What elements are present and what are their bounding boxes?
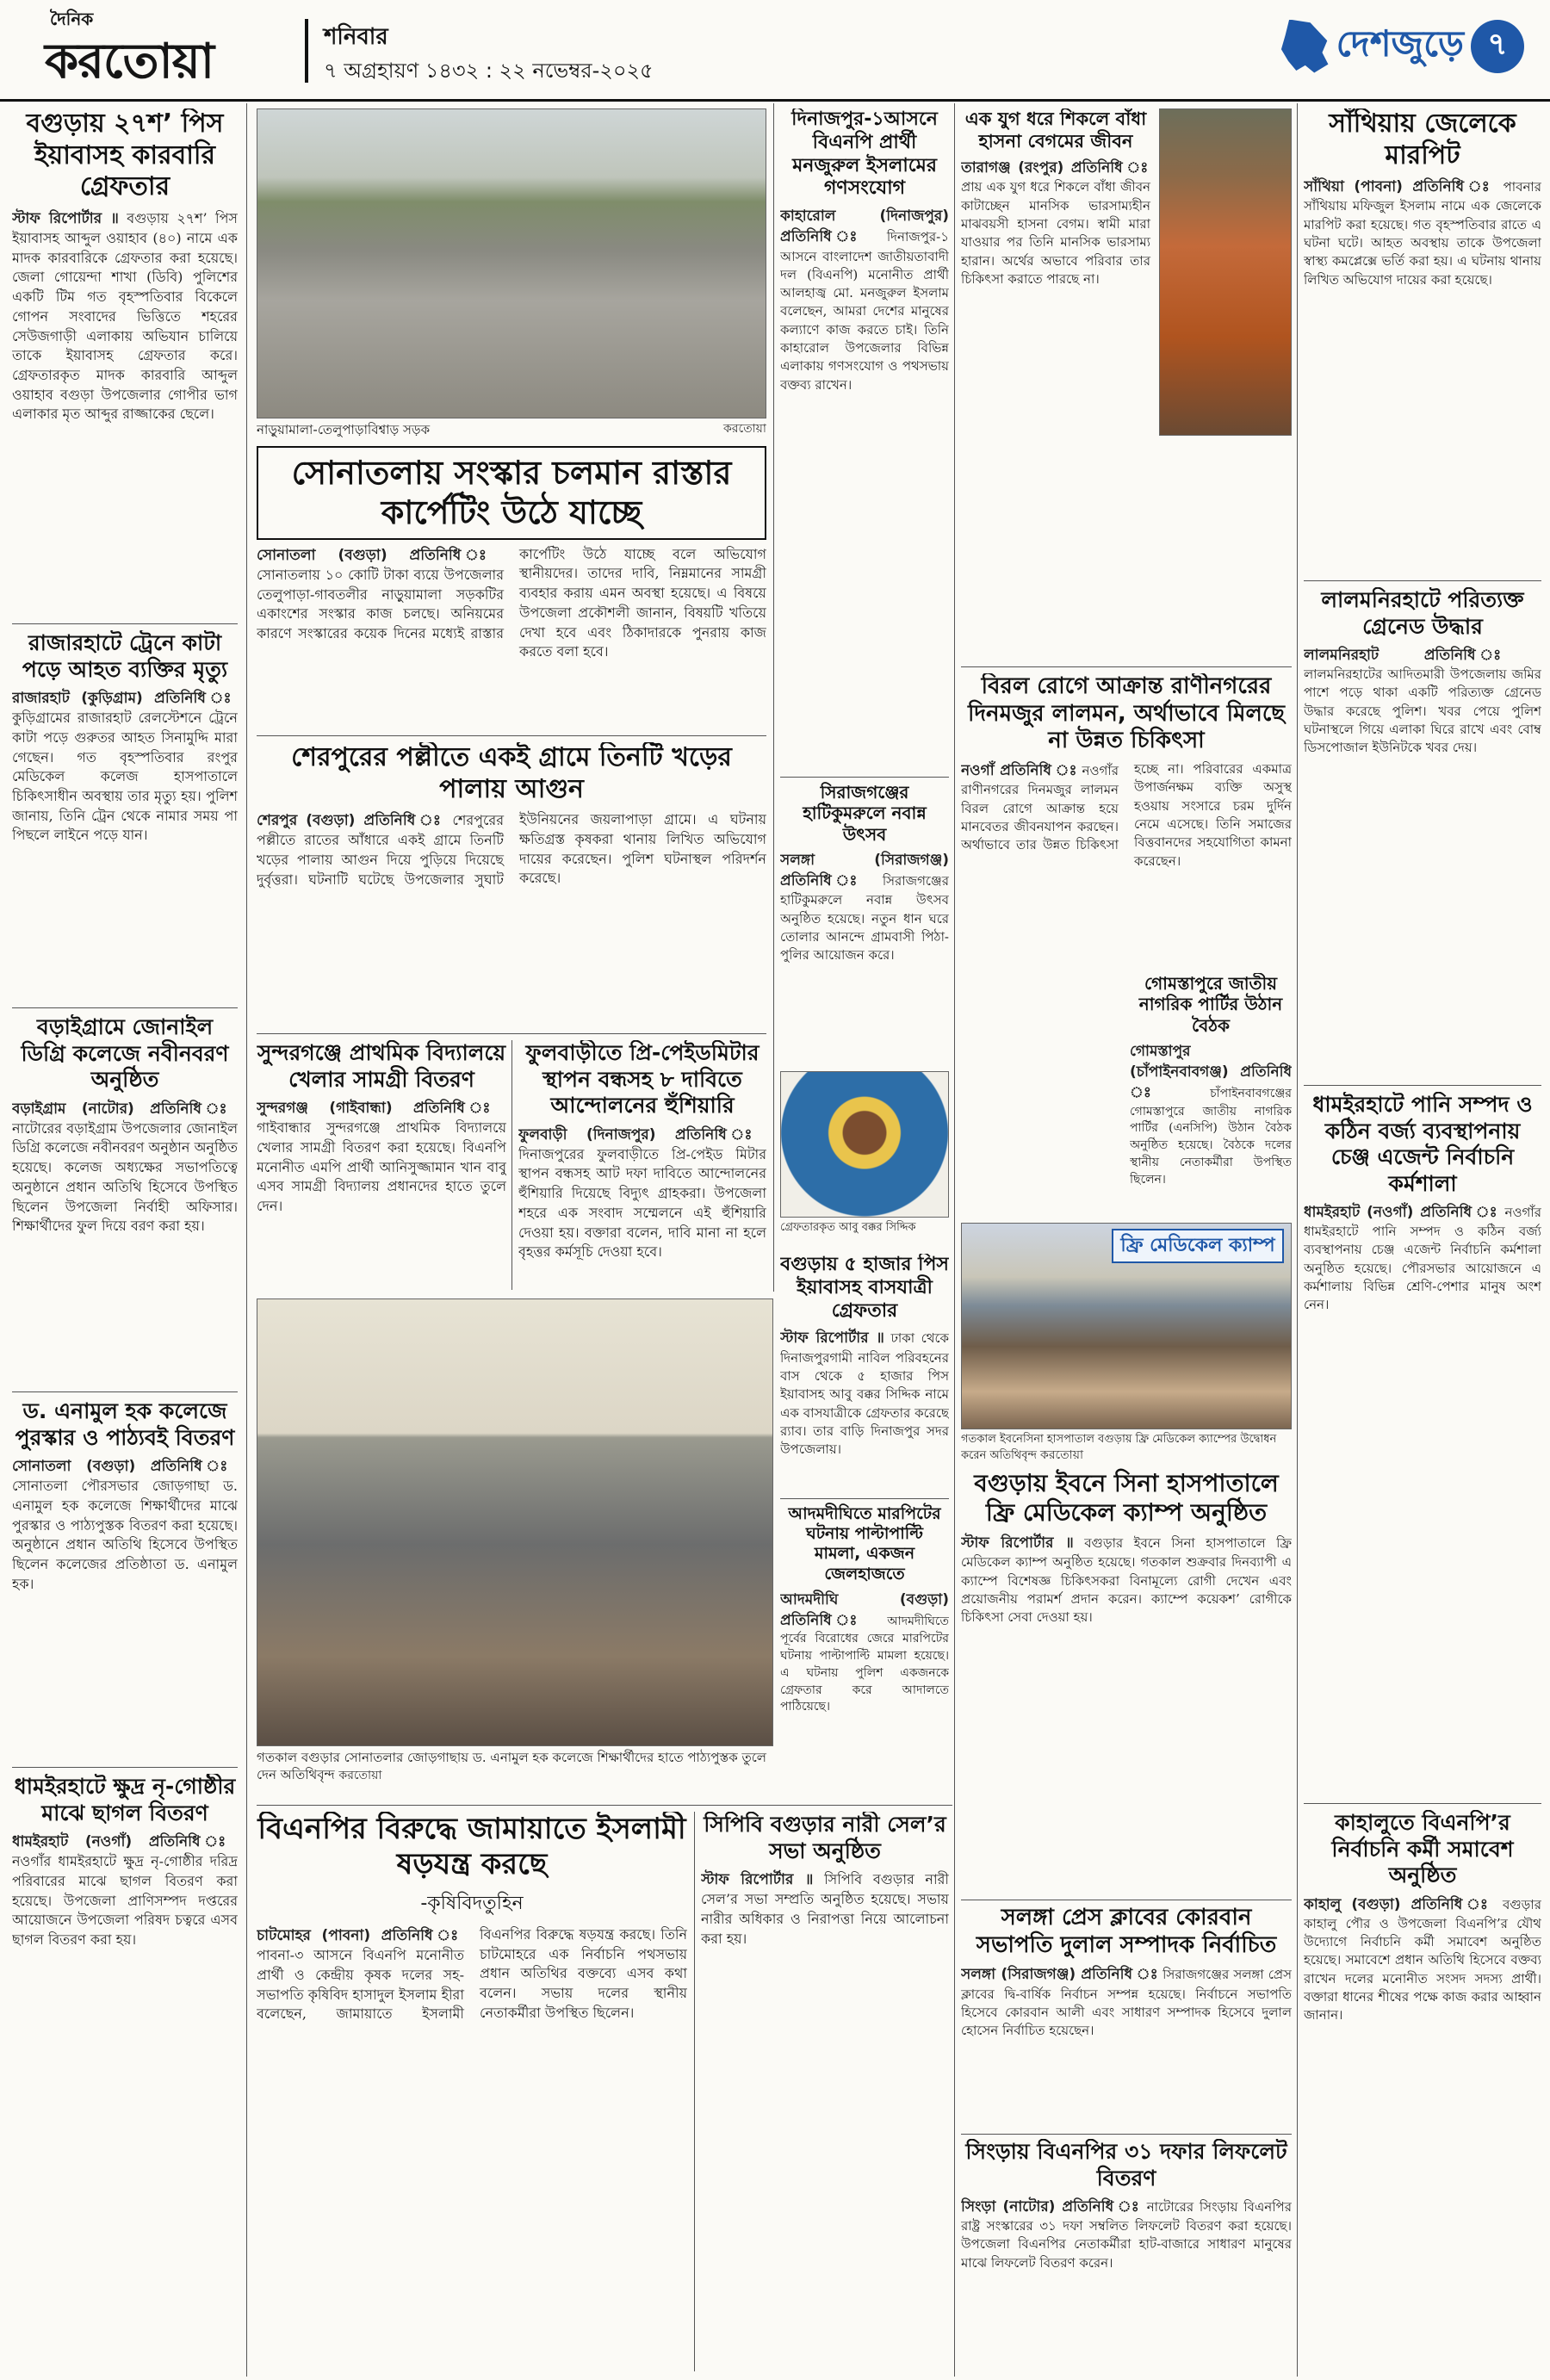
headline: এক যুগ ধরে শিকলে বাঁধা হাসনা বেগমের জীবন: [964, 108, 1147, 152]
byline: সোনাতলা (বগুড়া) প্রতিনিধি ঃ: [12, 1458, 238, 1475]
story-rule: [12, 1391, 238, 1392]
story-body: [780, 1590, 949, 1717]
road-photo: [257, 108, 766, 418]
story-text: গাইবান্ধার সুন্দরগঞ্জে প্রাথমিক বিদ্যালয়ে খেলার সামগ্রী বিতরণ করা হয়েছে। বিএনপি মনোনীত এমপি প্রার্থী আনিসুজ্জামান খান বাবু এসব সামগ্রী বিদ্যালয় প্রধানদের হাতে তুলে দেন।: [257, 1119, 506, 1214]
story-chained-woman: [961, 108, 1292, 660]
column-rule: [954, 103, 955, 2377]
kicker: -কৃষিবিদতুহিন: [420, 1892, 524, 1914]
story-dhamoirhat-goat: [12, 1774, 238, 2368]
story-rule: [257, 1033, 766, 1034]
story-body: [961, 2197, 1292, 2272]
headline: বগুড়ায় ৫ হাজার পিস ইয়াবাসহ বাসযাত্রী গ্রেফতার: [780, 1254, 949, 1322]
chained-woman-top: [961, 108, 1292, 436]
story-enamul-haque-college: [12, 1398, 238, 1760]
story-body: [518, 1125, 766, 1262]
story-body: [780, 206, 949, 394]
byline: সলঙ্গা (সিরাজগঞ্জ) প্রতিনিধি ঃ: [780, 852, 949, 890]
story-text: শেরপুরের পল্লীতে রাতের আঁধারে একই গ্রামে তিনটি খড়ের পালায় আগুন দিয়ে পুড়িয়ে দিয়েছে দুর্বৃত্তরা। ঘটনাটি ঘটেছে উপজেলার সুঘাট ইউনিয়নের জয়লাপাড়া গ্রামে। এ ঘটনায় ক্ষতিগ্রস্ত কৃষকরা থানায় লিখিত অভিযোগ দায়ের করেছেন। পুলিশ ঘটনাস্থল পরিদর্শন করেছে।: [257, 811, 766, 888]
story-text: ঢাকা থেকে দিনাজপুরগামী নাবিল পরিবহনের বাস থেকে ৫ হাজার পিস ইয়াবাসহ আবু বক্কর সিদ্দিক নামে এক বাসযাত্রীকে গ্রেফতার করেছে র‍্যাব। তার বাড়ি দিনাজপুর সদর উপজেলায়।: [780, 1330, 949, 1458]
story-salanga-press: [961, 1905, 1292, 2129]
column-rule: [694, 1812, 695, 2371]
byline: স্টাফ রিপোর্টার ॥: [780, 1329, 884, 1348]
story-lalmonirhat-grenade: [1304, 587, 1541, 1078]
story-text: বগুড়ায় ২৭শ’ পিস ইয়াবাসহ আব্দুল ওয়াহাব (৪০) নামে এক মাদক কারবারিকে গ্রেফতার করা হয়েছে। জেলা গোয়েন্দা শাখা (ডিবি) পুলিশের একটি টিম গত বৃহস্পতিবার বিকেলে গোপন সংবাদের ভিত্তিতে শহরের সেউজগাড়ী এলাকায় অভিযান চালিয়ে তাকে ইয়াবাসহ গ্রেফতার করে। গ্রেফতারকৃত মাদক কারবারি আব্দুল ওয়াহাব বগুড়া উপজেলার গোপীর ভাগ এলাকার মৃত আব্দুর রাজ্জাকের ছেলে।: [12, 209, 238, 423]
photo-credit: করতোয়া: [723, 422, 766, 436]
story-santhia: [1304, 108, 1541, 573]
story-gomastapur: [1130, 973, 1292, 1214]
story-fulbari-meter: [518, 1040, 766, 1290]
story-body: [961, 760, 1292, 871]
story-rule: [257, 735, 766, 736]
section-tag: [1280, 15, 1524, 77]
story-text: দিনাজপুর-১ আসনে বাংলাদেশ জাতীয়তাবাদী দল (বিএনপি) মনোনীত প্রার্থী আলহাজ্ব মো. মনজুরুল ইসলাম বলেছেন, আমরা দেশের মানুষের কল্যাণে কাজ করতে চাই। তিনি কাহারোল উপজেলার বিভিন্ন এলাকায় গণসংযোগ ও পথসভায় বক্তব্য রাখেন।: [780, 229, 949, 393]
story-text: আদমদীঘিতে পূর্বের বিরোধের জেরে মারপিটের ঘটনায় পাল্টাপাল্টি মামলা হয়েছে। এ ঘটনায় পুলিশ একজনকে গ্রেফতার করে আদালতে পাঠিয়েছে।: [780, 1614, 949, 1714]
story-text: নাটোরের বড়াইগ্রাম উপজেলার জোনাইল ডিগ্রি কলেজে নবীনবরণ অনুষ্ঠান অনুষ্ঠিত হয়েছে। কলেজ অধ্যক্ষের সভাপতিত্বে অনুষ্ঠানে প্রধান অতিথি হিসেবে উপস্থিত ছিলেন উপজেলা নির্বাহী অফিসার। শিক্ষার্থীদের ফুল দিয়ে বরণ করা হয়।: [12, 1119, 238, 1235]
headline: রাজারহাটে ট্রেনে কাটা পড়ে আহত ব্যক্তির মৃত্যু: [22, 630, 228, 682]
byline: সুন্দরগঞ্জ (গাইবান্ধা) প্রতিনিধি ঃ: [257, 1100, 506, 1117]
story-text: নওগাঁর ধামইরহাটে পানি সম্পদ ও কঠিন বর্জ্য ব্যবস্থাপনায় চেঞ্জ এজেন্ট নির্বাচনি কর্মশালা অনুষ্ঠিত হয়েছে। পৌরসভার আয়োজনে এ কর্মশালায় বিভিন্ন শ্রেণি-পেশার মানুষ অংশ নেন।: [1304, 1205, 1541, 1313]
masthead: [0, 0, 1550, 102]
story-sirajganj-festival: [780, 782, 949, 1066]
byline: সিংড়া (নাটোর) প্রতিনিধি ঃ: [961, 2198, 1141, 2216]
headline: সিরাজগঞ্জের হাটিকুমরুলে নবান্ন উৎসব: [803, 782, 927, 845]
masthead-divider: [305, 19, 308, 83]
headline: লালমনিরহাটে পরিত্যক্ত গ্রেনেড উদ্ধার: [1321, 587, 1524, 639]
story-body: [257, 1925, 687, 2024]
headline: সলঙ্গা প্রেস ক্লাবের কোরবান সভাপতি দুলাল সম্পাদক নির্বাচিত: [976, 1905, 1277, 1958]
story-text: কুড়িগ্রামের রাজারহাট রেলস্টেশনে ট্রেনে কাটা পড়ে গুরুতর আহত সিনামুদ্দি মারা গেছেন। গত বৃহস্পতিবার রংপুর মেডিকেল কলেজ হাসপাতালে চিকিৎসাধীন অবস্থায় তার মৃত্যু হয়। পুলিশ জানায়, তিনি ট্রেন থেকে নামার সময় পা পিছলে লাইনে পড়ে যান।: [12, 710, 238, 844]
photo-caption-row: [257, 418, 766, 439]
banner-label: ফ্রি মেডিকেল ক্যাম্প: [1112, 1229, 1284, 1263]
headline: সিংড়ায় বিএনপির ৩১ দফার লিফলেট বিতরণ: [965, 2139, 1287, 2191]
story-jamaat: [257, 1812, 687, 2371]
story-body: [257, 810, 766, 889]
column-rule: [246, 103, 247, 2377]
byline: বড়াইগ্রাম (নাটোর) প্রতিনিধি ঃ: [12, 1100, 238, 1118]
byline: সলঙ্গা (সিরাজগঞ্জ) প্রতিনিধি ঃ: [961, 1966, 1159, 1984]
headline: কাহালুতে বিএনপি’র নির্বাচনি কর্মী সমাবেশ অনুষ্ঠিত: [1331, 1810, 1514, 1887]
story-body: [780, 850, 949, 964]
headline: ড. এনামুল হক কলেজে পুরস্কার ও পাঠ্যবই বিতরণ: [15, 1398, 235, 1450]
headline: ধামইরহাটে পানি সম্পদ ও কঠিন বর্জ্য ব্যবস্থাপনায় চেঞ্জ এজেন্ট নির্বাচনি কর্মশালা: [1312, 1092, 1533, 1196]
story-rule: [1304, 580, 1541, 581]
story-text: পাবনার সাঁথিয়ায় মফিজুল ইসলাম নামে এক জেলেকে মারপিট করা হয়েছে। গত বৃহস্পতিবার রাতে এ ঘটনা ঘটে। আহত অবস্থায় তাকে উপজেলা স্বাস্থ্য কমপ্লেক্সে ভর্তি করা হয়। এ ঘটনায় থানায় লিখিত অভিযোগ দায়ের করা হয়েছে।: [1304, 179, 1541, 288]
column-rule: [1297, 103, 1298, 2377]
story-rule: [961, 666, 1292, 667]
headline: বগুড়ায় ২৭শ’ পিস ইয়াবাসহ কারবারি গ্রেফতার: [26, 108, 224, 202]
story-text: লালমনিরহাটের আদিতমারী উপজেলায় জমির পাশে পড়ে থাকা একটি পরিত্যক্ত গ্রেনেড উদ্ধার করেছে পুলিশ। খবর পেয়ে পুলিশ ঘটনাস্থলে গিয়ে এলাকা ঘিরে রাখে এবং বোম্ব ডিসপোজাল ইউনিটকে খবর দেয়।: [1304, 666, 1541, 756]
story-kahalu-bnp: [1304, 1810, 1541, 2371]
story-zonail-college: [12, 1014, 238, 1385]
byline: কাহালু (বগুড়া) প্রতিনিধি ঃ: [1304, 1895, 1494, 1913]
headline: সুন্দরগঞ্জে প্রাথমিক বিদ্যালয়ে খেলার সামগ্রী বিতরণ: [257, 1040, 506, 1092]
arrested-person-photo: [780, 1071, 949, 1218]
chained-woman-photo: [1159, 108, 1292, 436]
headline: ধামইরহাটে ক্ষুদ্র নৃ-গোষ্ঠীর মাঝে ছাগল বিতরণ: [14, 1774, 236, 1825]
story-dhamoirhat-waste: [1304, 1092, 1541, 1798]
byline: রাজারহাট (কুড়িগ্রাম) প্রতিনিধি ঃ: [12, 690, 238, 707]
story-rule: [12, 1007, 238, 1008]
portrait-caption: গ্রেফতারকৃত আবু বক্কর সিদ্দিক: [780, 1221, 916, 1234]
story-text: দিনাজপুরের ফুলবাড়ীতে প্রি-পেইড মিটার স্থাপন বন্ধসহ আট দফা দাবিতে আন্দোলনের হুঁশিয়ারি দিয়েছে বিদ্যুৎ গ্রাহকরা। উপজেলা শহরে এক সংবাদ সম্মেলনে এই হুঁশিয়ারি দেওয়া হয়। বক্তারা বলেন, দাবি মানা না হলে বৃহত্তর কর্মসূচি দেওয়া হবে।: [518, 1145, 766, 1261]
headline: শেরপুরের পল্লীতে একই গ্রামে তিনটি খড়ের পালায় আগুন: [291, 742, 732, 804]
photo-credit: করতোয়া: [338, 1768, 382, 1782]
byline: গোমস্তাপুর (চাঁপাইনবাবগঞ্জ) প্রতিনিধি ঃ: [1130, 1043, 1292, 1102]
byline: সাঁথিয়া (পাবনা) প্রতিনিধি ঃ: [1304, 178, 1495, 196]
story-text: সোনাতলায় ১০ কোটি টাকা ব্যয়ে উপজেলার তেলুপাড়া-গাবতলীর নাড়ুয়ামালা সড়কটির একাংশের সংস্কার কাজ চলছে। অনিয়মের কারণে সংস্কারের কয়েক দিনের মধ্যেই রাস্তার কার্পেটিং উঠে যাচ্ছে বলে অভিযোগ স্থানীয়দের। তাদের দাবি, নিম্নমানের সামগ্রী ব্যবহার করায় এমন অবস্থা হয়েছে। এ বিষয়ে উপজেলা প্রকৌশলী জানান, বিষয়টি খতিয়ে দেখা হবে এবং ঠিকাদারকে পুনরায় কাজ করতে বলা হবে।: [257, 545, 766, 660]
story-cpb-women: [701, 1812, 949, 2371]
byline: ধামইরহাট (নওগাঁ) প্রতিনিধি ঃ: [12, 1833, 238, 1850]
story-body: [12, 1099, 238, 1236]
story-rule: [961, 2134, 1292, 2135]
medical-camp-photo: [961, 1223, 1292, 1429]
headline: সাঁথিয়ায় জেলেকে মারপিট: [1329, 108, 1516, 170]
story-dinajpur-mp: [780, 108, 949, 772]
page-number: ৭: [1471, 20, 1524, 73]
byline: সোনাতলা (বগুড়া) প্রতিনিধি ঃ: [257, 546, 504, 564]
logo-small-text: দৈনিক: [50, 9, 94, 29]
story-text: সিরাজগঞ্জের সলঙ্গা প্রেস ক্লাবের দ্বি-বার্ষিক নির্বাচন সম্পন্ন হয়েছে। নির্বাচনে সভাপতি হিসেবে কোরবান আলী এবং সাধারণ সম্পাদক হিসেবে দুলাল হোসেন নির্বাচিত হয়েছেন।: [961, 1967, 1292, 2039]
story-text: নওগাঁর রাণীনগরের দিনমজুর লালমন বিরল রোগে আক্রান্ত হয়ে মানবেতর জীবনযাপন করছেন। অর্থাভাবে তার উন্নত চিকিৎসা হচ্ছে না। পরিবারের একমাত্র উপার্জনক্ষম ব্যক্তি অসুস্থ হওয়ায় সংসারে চরম দুর্দিন নেমে এসেছে। তিনি সমাজের বিত্তবানদের সহযোগিতা কামনা করেছেন।: [961, 761, 1292, 869]
story-sherpur-fire: [257, 742, 766, 1026]
byline: স্টাফ রিপোর্টার ॥: [12, 209, 119, 227]
byline: নওগাঁ প্রতিনিধি ঃ: [961, 762, 1078, 780]
headline: বিএনপির বিরুদ্ধে জামায়াতে ইসলামী ষড়যন্ত্র করছে: [257, 1812, 686, 1882]
story-body: [701, 1869, 949, 1949]
byline: চাটমোহর (পাবনা) প্রতিনিধি ঃ: [257, 1926, 464, 1944]
story-body: [12, 208, 238, 425]
headline: বগুড়ায় ইবনে সিনা হাসপাতালে ফ্রি মেডিকেল ক্যাম্প অনুষ্ঠিত: [974, 1468, 1279, 1527]
photo-credit: করতোয়া: [1040, 1447, 1084, 1462]
story-body: [12, 1456, 238, 1594]
headline: আদমদীঘিতে মারপিটের ঘটনায় পাল্টাপাল্টি মামলা, একজন জেলহাজতে: [788, 1504, 941, 1584]
headline: বিরল রোগে আক্রান্ত রাণীনগরের দিনমজুর লালমন, অর্থাভাবে মিলছে না উন্নত চিকিৎসা: [967, 673, 1286, 754]
story-body: [12, 1831, 238, 1950]
story-body: [1304, 645, 1541, 758]
story-rule: [780, 777, 949, 778]
story-sundarganj-sports: [257, 1040, 506, 1290]
lead-headline: সোনাতলায় সংস্কার চলমান রাস্তার কার্পেটিং উঠে যাচ্ছে: [257, 446, 766, 540]
story-adamdighi: [780, 1498, 949, 1800]
photo-caption: [257, 1750, 773, 1783]
story-text: পাবনা-৩ আসনে বিএনপি মনোনীত প্রার্থী ও কেন্দ্রীয় কৃষক দলের সহ-সভাপতি কৃষিবিদ হাসাদুল ইসলাম হীরা বলেছেন, জামায়াতে ইসলামী বিএনপির বিরুদ্ধে ষড়যন্ত্র করছে। তিনি চাটমোহরে এক নির্বাচনি পথসভায় প্রধান অতিথির বক্তব্যে এসব কথা বলেন। সভায় দলের স্থানীয় নেতাকর্মীরা উপস্থিত ছিলেন।: [257, 1925, 687, 2023]
story-text: সিরাজগঞ্জের হাটিকুমরুলে নবান্ন উৎসব অনুষ্ঠিত হয়েছে। নতুন ধান ঘরে তোলার আনন্দে গ্রামবাসী পিঠা-পুলির আয়োজন করে।: [780, 873, 949, 964]
byline: তারাগঞ্জ (রংপুর) প্রতিনিধি ঃ: [961, 159, 1150, 177]
portrait-block: [780, 1071, 949, 1249]
story-bogura-yaba: [12, 108, 238, 617]
bangladesh-map-icon: [1280, 20, 1330, 73]
byline: কাহারোল (দিনাজপুর) প্রতিনিধি ঃ: [780, 208, 949, 246]
photo-caption-text: গতকাল ইবনেসিনা হাসপাতাল বগুড়ায় ফ্রি মেডিকেল ক্যাম্পের উদ্বোধন করেন অতিথিবৃন্দ: [961, 1433, 1277, 1462]
story-text: বগুড়ার ইবনে সিনা হাসপাতালে ফ্রি মেডিকেল ক্যাম্প অনুষ্ঠিত হয়েছে। গতকাল শুক্রবার দিনব্যাপী এ ক্যাম্পে বিশেষজ্ঞ চিকিৎসকরা বিনামূল্যে রোগী দেখেন এবং প্রয়োজনীয় পরামর্শ প্রদান করেন। ক্যাম্পে কয়েকশ’ রোগীকে চিকিৎসা সেবা দেওয়া হয়।: [961, 1535, 1292, 1626]
photo-caption: [961, 1433, 1292, 1464]
story-body: [257, 1098, 506, 1217]
story-text: প্রায় এক যুগ ধরে শিকলে বাঁধা জীবন কাটাচ্ছেন মানসিক ভারসাম্যহীন মাঝবয়সী হাসনা বেগম। স্বামী মারা যাওয়ার পর তিনি মানসিক ভারসাম্য হারান। অর্থের অভাবে পরিবার তার চিকিৎসা করাতে পারছে না।: [961, 179, 1150, 287]
story-body: [961, 1964, 1292, 2040]
story-body: [961, 158, 1150, 288]
story-text: নওগাঁর ধামইরহাটে ক্ষুদ্র নৃ-গোষ্ঠীর দরিদ্র পরিবারের মাঝে ছাগল বিতরণ করা হয়েছে। উপজেলা প্রাণিসম্পদ দপ্তরের আয়োজনে উপজেলা পরিষদ চত্বরে এসব ছাগল বিতরণ করা হয়।: [12, 1853, 238, 1948]
story-rule: [1304, 1803, 1541, 1804]
byline: স্টাফ রিপোর্টার ॥: [701, 1871, 814, 1888]
story-rule: [1304, 1085, 1541, 1086]
event-photo-block: [257, 1298, 773, 1798]
byline: শেরপুর (বগুড়া) প্রতিনিধি ঃ: [257, 812, 445, 830]
story-text: নাটোরের সিংড়ায় বিএনপির রাষ্ট্র সংস্কারের ৩১ দফা সম্বলিত লিফলেট বিতরণ করা হয়েছে। উপজেলা বিএনপির নেতাকর্মীরা হাট-বাজারে সাধারণ মানুষের মাঝে লিফলেট বিতরণ করেন।: [961, 2199, 1292, 2271]
byline: স্টাফ রিপোর্টার ॥: [961, 1534, 1074, 1553]
photo-caption-text: গতকাল বগুড়ার সোনাতলার জোড়গাছায় ড. এনামুল হক কলেজে শিক্ষার্থীদের হাতে পাঠ্যপুস্তক তুলে দেন অতিথিবৃন্দ: [257, 1750, 766, 1782]
photo-caption: নাড়ুয়ামালা-তেলুপাড়াবিশ্বাড় সড়ক: [257, 422, 431, 437]
story-body: [1130, 1041, 1292, 1189]
story-ibne-sina: [961, 1223, 1292, 1894]
story-text: সোনাতলা পৌরসভার জোড়গাছা ড. এনামুল হক কলেজে শিক্ষার্থীদের মাঝে পুরস্কার ও পাঠ্যপুস্তক বিতরণ করা হয়েছে। অনুষ্ঠানে প্রধান অতিথি হিসেবে উপস্থিত ছিলেন কলেজের প্রতিষ্ঠাতা ড. এনামুল হক।: [12, 1478, 238, 1592]
headline: সিপিবি বগুড়ার নারী সেল’র সভা অনুষ্ঠিত: [704, 1812, 946, 1863]
story-body: [780, 1328, 949, 1459]
headline: ফুলবাড়ীতে প্রি-পেইডমিটার স্থাপন বন্ধসহ ৮ দাবিতে আন্দোলনের হুঁশিয়ারি: [525, 1040, 760, 1118]
issue-day: শনিবার: [324, 24, 388, 50]
headline: গোমস্তাপুরে জাতীয় নাগরিক পার্টির উঠান বৈঠক: [1138, 973, 1283, 1036]
college-event-photo: [257, 1298, 773, 1746]
headline: বড়াইগ্রামে জোনাইল ডিগ্রি কলেজে নবীনবরণ অনুষ্ঠিত: [21, 1014, 229, 1092]
story-text: সিপিবি বগুড়ার নারী সেল’র সভা সম্প্রতি অনুষ্ঠিত হয়েছে। সভায় নারীর অধিকার ও নিরাপত্তা নিয়ে আলোচনা করা হয়।: [701, 1871, 949, 1947]
issue-date: ৭ অগ্রহায়ণ ১৪৩২ : ২২ নভেম্বর-২০২৫: [324, 59, 654, 83]
story-text: চাঁপাইনবাবগঞ্জের গোমস্তাপুরে জাতীয় নাগরিক পার্টির (এনসিপি) উঠান বৈঠক অনুষ্ঠিত হয়েছে। বৈঠকে দলের স্থানীয় নেতাকর্মীরা উপস্থিত ছিলেন।: [1130, 1087, 1292, 1187]
byline: ফুলবাড়ী (দিনাজপুর) প্রতিনিধি ঃ: [518, 1125, 766, 1144]
story-rule: [257, 1805, 952, 1806]
byline: লালমনিরহাট প্রতিনিধি ঃ: [1304, 647, 1541, 664]
story-road-carpeting: [257, 108, 766, 728]
column-rule: [773, 103, 774, 1292]
headline: দিনাজপুর-১আসনে বিএনপি প্রার্থী মনজুরুল ইসলামের গণসংযোগ: [791, 108, 938, 200]
byline: আদমদীঘি (বগুড়া) প্রতিনিধি ঃ: [780, 1590, 949, 1629]
story-body: [12, 688, 238, 846]
section-name: দেশজুড়ে: [1336, 22, 1464, 65]
story-body: [257, 545, 766, 662]
chained-woman-text: [961, 108, 1150, 436]
story-body: [1304, 1202, 1541, 1315]
story-body: [1304, 1894, 1541, 2025]
byline: ধামইরহাট (নওগাঁ) প্রতিনিধি ঃ: [1304, 1204, 1499, 1221]
story-body: [1304, 177, 1541, 289]
story-rajarhat-train: [12, 630, 238, 1001]
newspaper-logo: করতোয়া: [45, 34, 214, 90]
story-body: [961, 1533, 1292, 1627]
story-singra-leaflet: [961, 2139, 1292, 2371]
story-rule: [12, 623, 238, 624]
story-text: বগুড়ার কাহালু পৌর ও উপজেলা বিএনপি’র যৌথ উদ্যোগে নির্বাচনি কর্মী সমাবেশ অনুষ্ঠিত হয়েছে। সমাবেশে প্রধান অতিথি হিসেবে বক্তব্য রাখেন দলের মনোনীত সংসদ সদস্য প্রার্থী। বক্তারা ধানের শীষের পক্ষে কাজ করার আহ্বান জানান।: [1304, 1896, 1541, 2024]
story-rule: [12, 1767, 238, 1768]
